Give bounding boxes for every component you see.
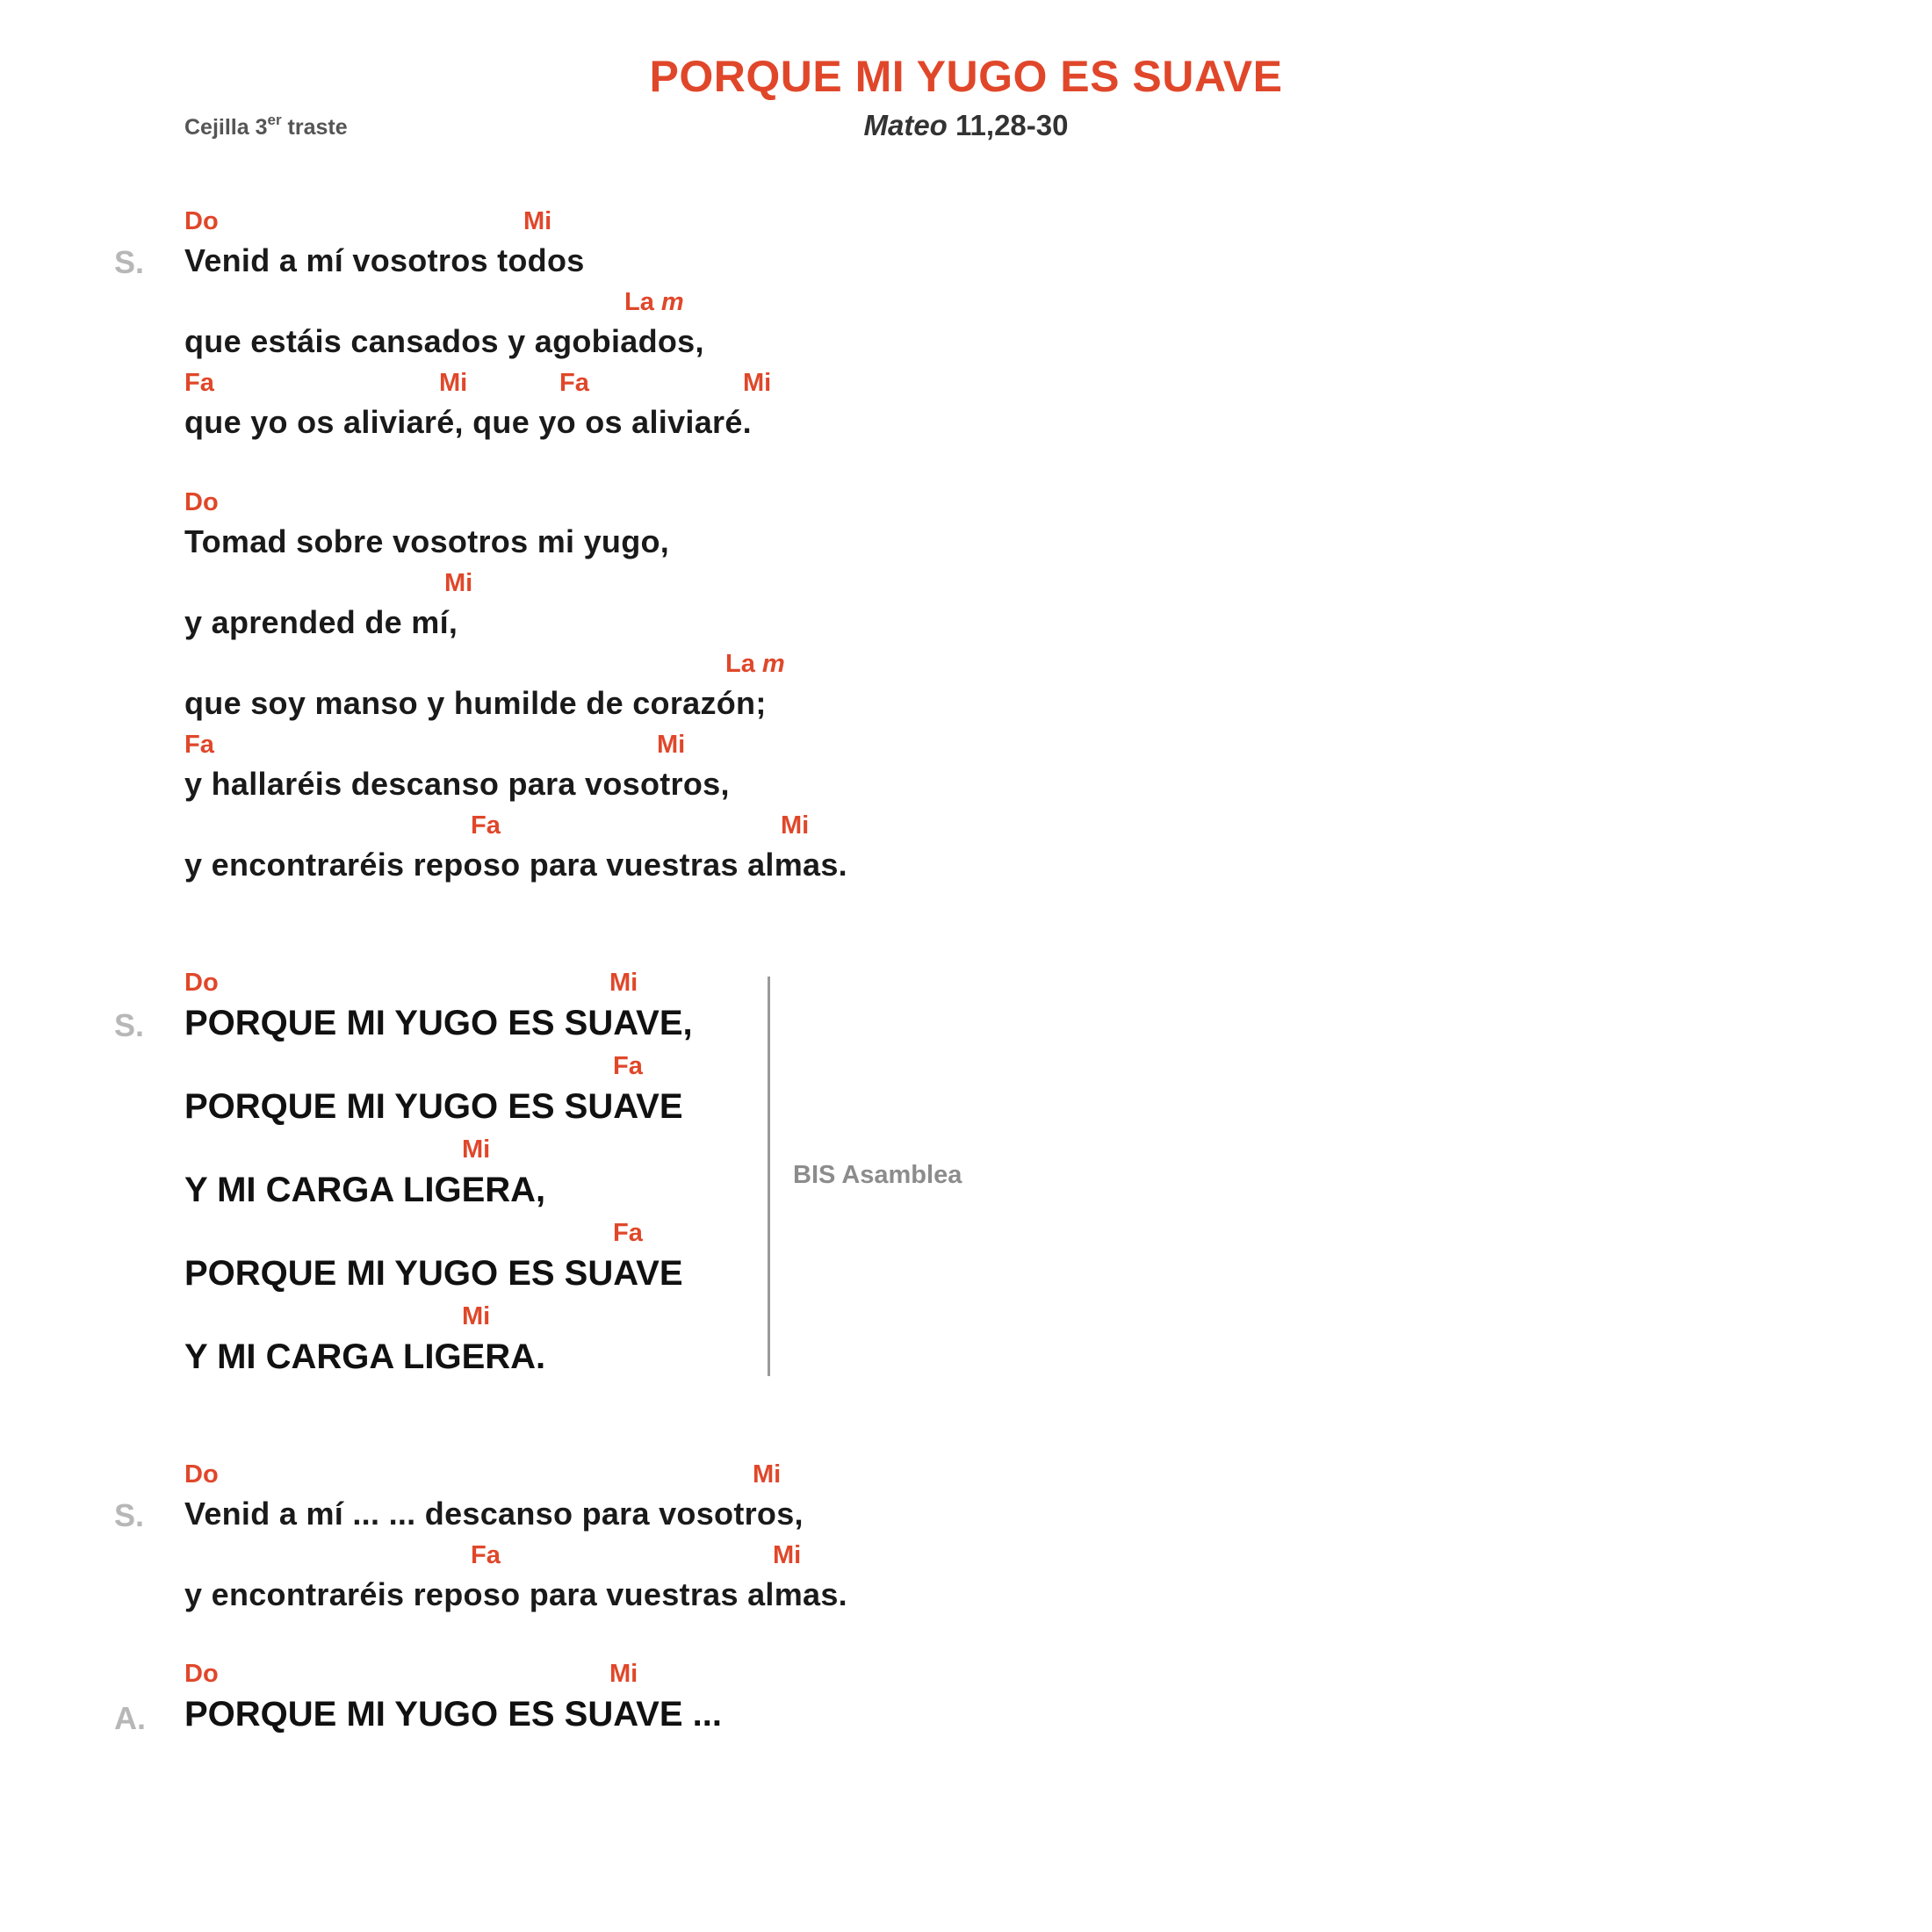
chord: Mi bbox=[657, 731, 686, 759]
chord: Mi bbox=[439, 369, 468, 397]
capo-text: Cejilla 3 bbox=[184, 115, 268, 140]
chord-row bbox=[0, 731, 1932, 766]
chord-row bbox=[0, 207, 1932, 242]
chord bbox=[624, 288, 684, 317]
chord: Fa bbox=[559, 369, 589, 397]
lyric-line bbox=[0, 569, 1932, 650]
lyric-text: y hallaréis descanso para vosotros, bbox=[184, 766, 730, 802]
lyric-text: Tomad sobre vosotros mi yugo, bbox=[184, 523, 670, 559]
lyric-line bbox=[0, 731, 1932, 811]
chord: Fa bbox=[613, 1052, 643, 1080]
chord-row bbox=[0, 650, 1932, 685]
capo-sup: er bbox=[267, 112, 282, 128]
lyric-line bbox=[0, 207, 1932, 288]
lyric-line bbox=[0, 650, 1932, 731]
chord-root: La bbox=[725, 650, 755, 678]
chord: Do bbox=[184, 207, 219, 235]
lyric-line bbox=[0, 1460, 1932, 1541]
chord-row bbox=[0, 1135, 1932, 1171]
role-marker: A. bbox=[114, 1700, 146, 1736]
lyric-text: PORQUE MI YUGO ES SUAVE bbox=[184, 1254, 683, 1293]
lyric-line bbox=[0, 1541, 1932, 1622]
chord-row bbox=[0, 1219, 1932, 1254]
lyric-text: y encontraréis reposo para vuestras almas. bbox=[184, 847, 847, 883]
role-marker: S. bbox=[114, 1007, 145, 1043]
chorus-line bbox=[0, 1135, 1932, 1216]
chord: Mi bbox=[781, 811, 810, 840]
chorus-line bbox=[0, 1052, 1932, 1133]
chord: Mi bbox=[743, 369, 772, 397]
lyric-line bbox=[0, 288, 1932, 369]
lyric-text: que soy manso y humilde de corazón; bbox=[184, 685, 767, 721]
role-marker: S. bbox=[114, 244, 145, 280]
chord: Do bbox=[184, 969, 219, 997]
chord: Mi bbox=[609, 1660, 638, 1688]
chord: Mi bbox=[753, 1460, 782, 1489]
chord-row bbox=[0, 369, 1932, 404]
chord-row bbox=[0, 488, 1932, 523]
chord: Do bbox=[184, 1460, 219, 1489]
lyric-text: Y MI CARGA LIGERA, bbox=[184, 1171, 546, 1209]
lyric-text: Venid a mí ... ... descanso para vosotros, bbox=[184, 1496, 804, 1532]
chord-row bbox=[0, 1541, 1932, 1576]
chord: Do bbox=[184, 1660, 219, 1688]
chord: Fa bbox=[471, 811, 501, 840]
chord: Mi bbox=[444, 569, 473, 597]
chord: Mi bbox=[523, 207, 552, 235]
lyric-text: PORQUE MI YUGO ES SUAVE ... bbox=[184, 1695, 722, 1734]
chord: Fa bbox=[184, 731, 214, 759]
lyric-text: que yo os aliviaré, que yo os aliviaré. bbox=[184, 404, 752, 440]
lyric-text: y aprended de mí, bbox=[184, 604, 458, 640]
chord-row bbox=[0, 811, 1932, 847]
chord-row bbox=[0, 1660, 1932, 1695]
lyric-text: y encontraréis reposo para vuestras almas. bbox=[184, 1576, 847, 1612]
chord-minor: m bbox=[660, 288, 684, 316]
chord: Fa bbox=[613, 1219, 643, 1247]
chord-minor: m bbox=[761, 650, 785, 678]
lyric-line bbox=[0, 369, 1932, 450]
lyric-text: que estáis cansados y agobiados, bbox=[184, 323, 704, 359]
bis-label: BIS Asamblea bbox=[793, 1161, 962, 1189]
chord-row bbox=[0, 1052, 1932, 1087]
reference-verses: 11,28-30 bbox=[955, 109, 1069, 141]
song-title: PORQUE MI YUGO ES SUAVE bbox=[649, 52, 1283, 101]
chord: Fa bbox=[184, 369, 214, 397]
lyric-text: Y MI CARGA LIGERA. bbox=[184, 1337, 546, 1376]
chord: Mi bbox=[462, 1135, 491, 1164]
chord-root: La bbox=[624, 288, 654, 316]
chord: Do bbox=[184, 488, 219, 516]
bis-bracket bbox=[768, 977, 770, 1376]
lyric-text: Venid a mí vosotros todos bbox=[184, 242, 585, 278]
chord-row bbox=[0, 1460, 1932, 1496]
chord-row bbox=[0, 969, 1932, 1004]
chord: Mi bbox=[773, 1541, 802, 1569]
chorus-line bbox=[0, 1302, 1932, 1383]
chord: Mi bbox=[462, 1302, 491, 1330]
chord-row bbox=[0, 288, 1932, 323]
capo-suffix: traste bbox=[287, 115, 348, 140]
lyric-line bbox=[0, 811, 1932, 892]
reference-book: Mateo bbox=[863, 109, 948, 141]
lyric-text: PORQUE MI YUGO ES SUAVE bbox=[184, 1087, 683, 1126]
chord: Fa bbox=[471, 1541, 501, 1569]
role-marker: S. bbox=[114, 1497, 145, 1533]
lyric-line bbox=[0, 488, 1932, 569]
chorus-line bbox=[0, 1660, 1932, 1741]
capo-note bbox=[184, 112, 348, 141]
chord: Mi bbox=[609, 969, 638, 997]
lyric-text: PORQUE MI YUGO ES SUAVE, bbox=[184, 1004, 693, 1042]
chord bbox=[725, 650, 785, 679]
chord-row bbox=[0, 1302, 1932, 1337]
chorus-line bbox=[0, 1219, 1932, 1300]
chorus-line bbox=[0, 969, 1932, 1049]
chord-row bbox=[0, 569, 1932, 604]
